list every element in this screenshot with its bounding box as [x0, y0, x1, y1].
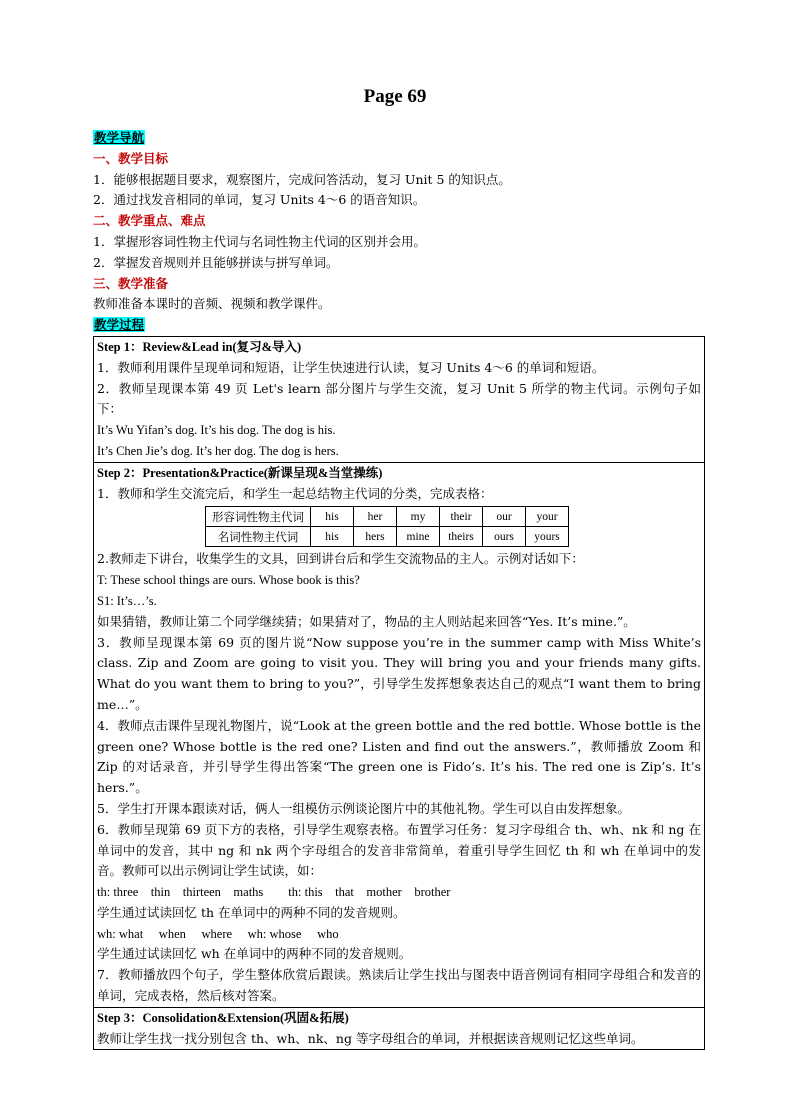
table-cell: her [354, 507, 397, 527]
table-cell: yours [526, 527, 569, 547]
step-2-title: Step 2：Presentation&Practice(新课呈现&当堂操练) [97, 465, 383, 480]
table-cell: 形容词性物主代词 [206, 507, 311, 527]
step-3-line: 教师让学生找一找分别包含 th、wh、nk、ng 等字母组合的单词，并根据读音规则记忆这些单词。 [97, 1030, 644, 1046]
step-2-paragraph: 2.教师走下讲台，收集学生的文具，回到讲台后和学生交流物品的主人。示例对话如下： [97, 551, 584, 567]
table-cell: our [483, 507, 526, 527]
step-2-paragraph: 3．教师呈现课本第 69 页的图片说“Now suppose you’re in the summer camp with Miss White’s class. Zip and Zoom are going to visit you. They will bring you and your friends many gifts. What do you want them to bring to you?”，引导学生发挥想象表达自己的观点“I want them to bring me…”。 [97, 634, 701, 712]
nav-section [93, 128, 705, 149]
goal-item: 1．能够根据题目要求，观察图片，完成问答活动，复习 Unit 5 的知识点。 [93, 171, 511, 187]
goals-heading: 一、教学目标 [93, 150, 169, 166]
table-cell: ours [483, 527, 526, 547]
process-heading: 教学过程 [94, 317, 145, 333]
step-3-cell [94, 1008, 704, 1050]
process-table [93, 336, 705, 1051]
dialogue-line: S1: It’s…’s. [97, 593, 157, 608]
table-cell: your [526, 507, 569, 527]
table-cell: 名词性物主代词 [206, 527, 311, 547]
step-1-line: 1．教师利用课件呈现单词和短语，让学生快速进行认读，复习 Units 4～6 的单词和短语。 [97, 359, 605, 375]
table-cell: hers [354, 527, 397, 547]
step-2-cell [94, 463, 704, 1008]
pronoun-table [205, 506, 569, 547]
step-1-cell [94, 337, 704, 463]
dialogue-line: T: These school things are ours. Whose book is this? [97, 573, 360, 588]
table-row [206, 507, 569, 527]
table-cell: mine [397, 527, 440, 547]
step-3-title: Step 3：Consolidation&Extension(巩固&拓展) [97, 1010, 349, 1025]
step-1-example: It’s Chen Jie’s dog. It’s her dog. The dog is hers. [97, 443, 339, 458]
table-cell: his [311, 507, 354, 527]
table-row [206, 527, 569, 547]
wh-note: 学生通过试读回忆 wh 在单词中的两种不同的发音规则。 [97, 946, 412, 962]
table-cell: my [397, 507, 440, 527]
goal-item: 2．通过找发音相同的单词，复习 Units 4～6 的语音知识。 [93, 192, 426, 208]
step-1-line: 2．教师呈现课本第 49 页 Let's learn 部分图片与学生交流，复习 Unit 5 所学的物主代词。示例句子如下： [97, 380, 701, 417]
step-1-example: It’s Wu Yifan’s dog. It’s his dog. The dog is his. [97, 423, 336, 438]
step-2-paragraph: 5．学生打开课本跟读对话，俩人一组模仿示例谈论图片中的其他礼物。学生可以自由发挥想象。 [97, 800, 630, 816]
step-2-intro: 1．教师和学生交流完后，和学生一起总结物主代词的分类，完成表格： [97, 485, 493, 501]
prep-text: 教师准备本课时的音频、视频和教学课件。 [93, 296, 331, 312]
step-2-paragraph: 如果猜错，教师让第二个同学继续猜；如果猜对了，物品的主人则站起来回答“Yes. It’s mine.”。 [97, 613, 636, 629]
process-section [93, 315, 705, 336]
th-note: 学生通过试读回忆 th 在单词中的两种不同的发音规则。 [97, 904, 406, 920]
table-cell: their [440, 507, 483, 527]
step-2-paragraph: 7．教师播放四个句子，学生整体欣赏后跟读。熟读后让学生找出与图表中语音例词有相同字母组合和发音的单词，完成表格，然后核对答案。 [97, 967, 701, 1004]
table-cell: his [311, 527, 354, 547]
step-2-paragraph: 4．教师点击课件呈现礼物图片，说“Look at the green bottle and the red bottle. Whose bottle is the green one? Whose bottle is the red one? Listen and find out the answers.”，教师播放 Zoom 和 Zip 的对话录音，并引导学生得出答案“The green one is Fido’s. It’s his. The red one is Zip’s. It’s hers.”。 [97, 717, 701, 796]
page-title: Page 69 [363, 86, 427, 107]
prep-heading: 三、教学准备 [93, 275, 169, 291]
th-examples: th: three thin thirteen maths th: this that mother brother [97, 885, 451, 900]
step-2-paragraph: 6．教师呈现第 69 页下方的表格，引导学生观察表格。布置学习任务：复习字母组合 th、wh、nk 和 ng 在单词中的发音，其中 ng 和 nk 两个字母组合的发音非常简单，着重引导学生回忆 th 和 wh 在单词中的发音。教师可以出示例词让学生试读，如： [97, 821, 701, 879]
nav-heading: 教学导航 [94, 130, 145, 145]
keys-heading: 二、教学重点、难点 [93, 213, 206, 229]
lesson-plan [93, 128, 705, 1050]
wh-examples: wh: what when where wh: whose who [97, 926, 339, 941]
table-cell: theirs [440, 527, 483, 547]
key-item: 2．掌握发音规则并且能够拼读与拼写单词。 [93, 254, 339, 270]
key-item: 1．掌握形容词性物主代词与名词性物主代词的区别并会用。 [93, 233, 426, 249]
step-1-title: Step 1：Review&Lead in(复习&导入) [97, 339, 302, 354]
